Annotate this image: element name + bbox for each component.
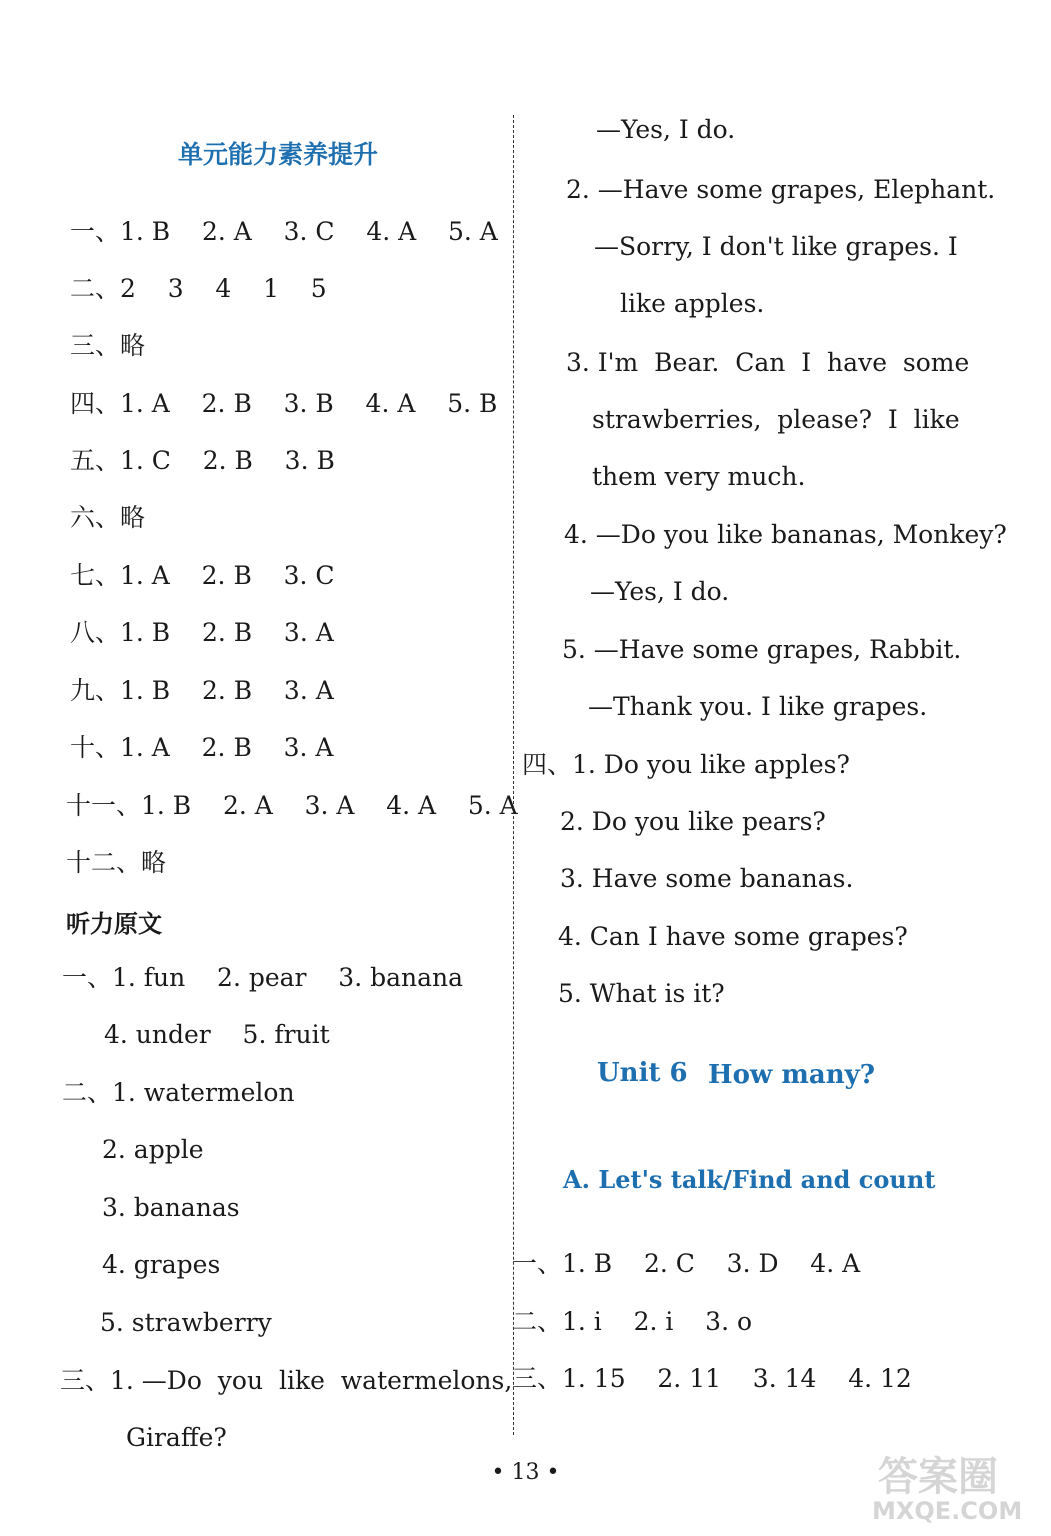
section-title: 单元能力素养提升 — [178, 140, 379, 169]
column-divider — [513, 115, 514, 1435]
answer-line: 一、1. B 2. A 3. C 4. A 5. A — [70, 217, 498, 246]
dialogue-line: like apples. — [620, 289, 765, 318]
answer-line: 二、2 3 4 1 5 — [70, 274, 327, 303]
dialogue-line: 3. Have some bananas. — [560, 864, 854, 893]
dialogue-line: 四、1. Do you like apples? — [522, 750, 850, 779]
answer-line: 五、1. C 2. B 3. B — [70, 446, 335, 475]
answer-line: 十、1. A 2. B 3. A — [70, 733, 334, 762]
page-number: • 13 • — [491, 1460, 560, 1485]
answer-line: 八、1. B 2. B 3. A — [70, 618, 334, 647]
listening-line: 4. under 5. fruit — [104, 1020, 330, 1049]
listening-line: 2. apple — [102, 1135, 204, 1164]
listening-line: Giraffe? — [126, 1423, 227, 1452]
answer-line: 十二、略 — [66, 848, 167, 877]
listening-line: 3. bananas — [102, 1193, 240, 1222]
dialogue-line: strawberries, please? I like — [592, 405, 960, 434]
dialogue-line: —Thank you. I like grapes. — [588, 692, 928, 721]
listening-line: 一、1. fun 2. pear 3. banana — [62, 963, 464, 992]
answer-line: 三、1. 15 2. 11 3. 14 4. 12 — [512, 1364, 912, 1393]
dialogue-line: 5. What is it? — [558, 979, 725, 1008]
dialogue-line: them very much. — [592, 462, 806, 491]
dialogue-line: 2. Do you like pears? — [560, 807, 826, 836]
answer-line: 六、略 — [70, 503, 146, 532]
dialogue-line: 3. I'm Bear. Can I have some — [566, 348, 970, 377]
answer-line: 二、1. i 2. i 3. o — [512, 1307, 753, 1336]
unit-title: How many? — [708, 1060, 875, 1090]
answer-line: 三、略 — [70, 331, 146, 360]
listening-line: 三、1. —Do you like watermelons, — [60, 1366, 513, 1395]
dialogue-line: 4. Can I have some grapes? — [558, 922, 908, 951]
watermark-logo — [870, 1445, 1045, 1530]
watermark-url: MXQE.COM — [872, 1497, 1023, 1525]
subsection-title: A. Let's talk/Find and count — [563, 1165, 936, 1194]
dialogue-line: —Sorry, I don't like grapes. I — [594, 232, 958, 261]
dialogue-line: —Yes, I do. — [596, 115, 736, 144]
answer-line: 七、1. A 2. B 3. C — [70, 561, 335, 590]
dialogue-line: 5. —Have some grapes, Rabbit. — [562, 635, 962, 664]
dialogue-line: —Yes, I do. — [590, 577, 730, 606]
answer-line: 一、1. B 2. C 3. D 4. A — [512, 1249, 861, 1278]
dialogue-line: 2. —Have some grapes, Elephant. — [566, 175, 996, 204]
dialogue-line: 4. —Do you like bananas, Monkey? — [564, 520, 1007, 549]
listening-title: 听力原文 — [66, 909, 162, 938]
answer-line: 四、1. A 2. B 3. B 4. A 5. B — [70, 389, 498, 418]
answer-line: 十一、1. B 2. A 3. A 4. A 5. A — [66, 791, 518, 820]
answer-line: 九、1. B 2. B 3. A — [70, 676, 334, 705]
listening-line: 5. strawberry — [100, 1308, 272, 1337]
unit-label: Unit 6 — [597, 1058, 688, 1088]
listening-line: 4. grapes — [102, 1250, 221, 1279]
watermark-text: 答案圈 — [878, 1454, 998, 1500]
listening-line: 二、1. watermelon — [62, 1078, 295, 1107]
